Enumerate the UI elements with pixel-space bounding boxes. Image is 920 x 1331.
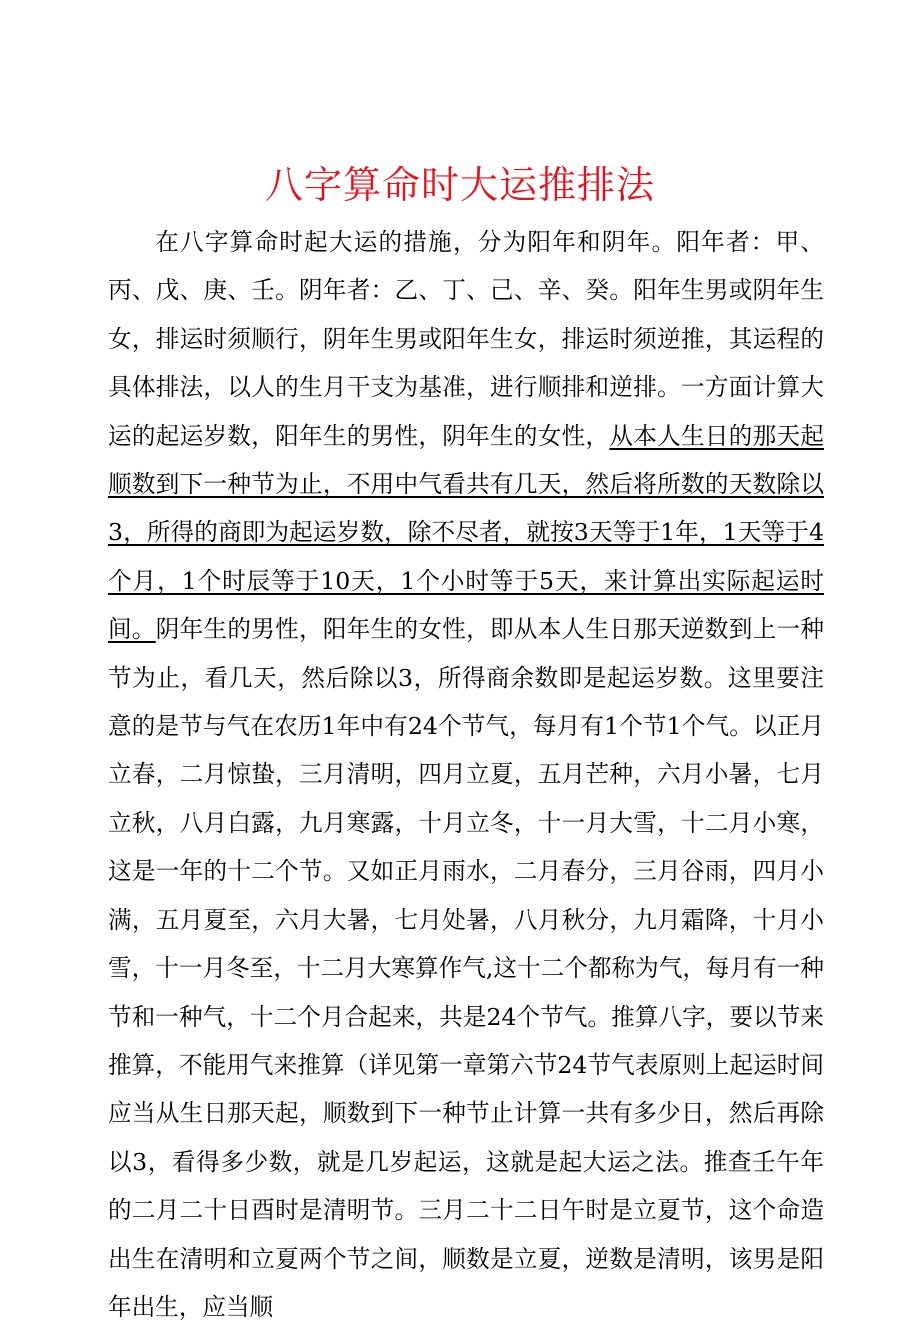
paragraph — [108, 218, 824, 1331]
paragraph-text-rest: 阴年生的男性，阳年生的女性，即从本人生日那天逆数到上一种节为止，看几天，然后除以3，所得商余数即是起运岁数。这里要注意的是节与气在农历1年中有24个节气，每月有1个节1个气。以正月立春，二月惊蛰，三月清明，四月立夏，五月芒种，六月小暑，七月立秋，八月白露，九月寒露，十月立冬，十一月大雪，十二月小寒，这是一年的十二个节。又如正月雨水，二月春分，三月谷雨，四月小满，五月夏至，六月大暑，七月处暑，八月秋分，九月霜降，十月小雪，十一月冬至，十二月大寒算作气,这十二个都称为气，每月有一种节和一种气，十二个月合起来，共是24个节气。推算八字，要以节来推算，不能用气来推算（详见第一章第六节24节气表原则上起运时间应当从生日那天起，顺数到下一种节止计算一共有多少日，然后再除以3，看得多少数，就是几岁起运，这就是起大运之法。推查壬午年的二月二十日酉时是清明节。三月二十二日午时是立夏节，这个命造出生在清明和立夏两个节之间，顺数是立夏，逆数是清明，该男是阳年出生，应当顺 — [108, 615, 825, 1321]
document-title: 八字算命时大运推排法 — [264, 163, 655, 207]
paragraph-text-intro: 在八字算命时起大运的措施，分为阳年和阴年。阳年者：甲、丙、戊、庚、壬。阴年者：乙、丁、己、辛、癸。阳年生男或阴年生女，排运时须顺行，阴年生男或阳年生女，排运时须逆推，其运程的具体排法，以人的生月干支为基准，进行顺排和逆排。一方面计算大运的起运岁数，阳年生的男性，阴年生的女性， — [108, 228, 824, 450]
document-body — [108, 218, 824, 1331]
underlined-text: 从本人生日的那天起顺数到下一种节为止，不用中气看共有几天，然后将所数的天数除以3，所得的商即为起运岁数，除不尽者，就按3天等于1年，1天等于4个月，1个时辰等于10天，1个小时等于5天，来计算出实际起运时间。 — [108, 421, 825, 644]
